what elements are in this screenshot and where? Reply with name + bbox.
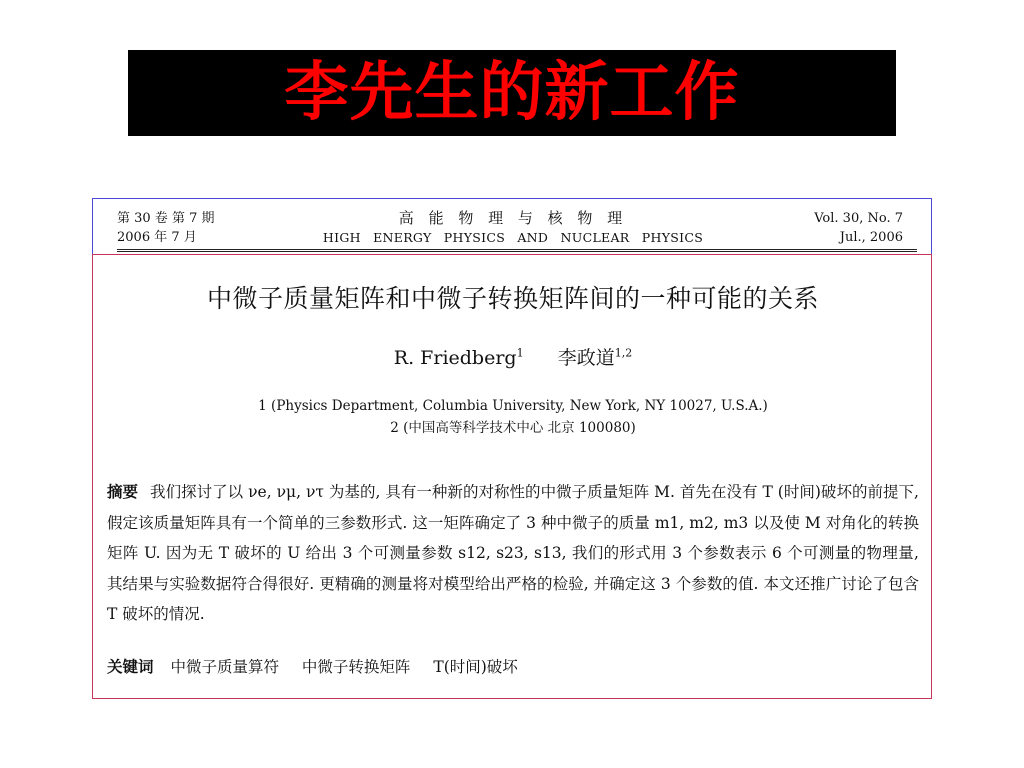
- affiliation-1: 1 (Physics Department, Columbia University, New York, NY 10027, U.S.A.): [258, 398, 768, 414]
- paper-title: 中微子质量矩阵和中微子转换矩阵间的一种可能的关系: [206, 284, 819, 313]
- keyword: 中微子质量算符: [170, 658, 279, 676]
- volume-issue-en: Vol. 30, No. 7: [814, 211, 903, 226]
- date-cn: 2006 年 7 月: [117, 230, 197, 245]
- affiliation-2: 2 (中国高等科学技术中心 北京 100080): [390, 420, 636, 436]
- abstract: [107, 477, 919, 630]
- author-name: 李政道: [557, 347, 615, 369]
- date-en: Jul., 2006: [839, 230, 903, 245]
- slide-title: 李先生的新工作: [284, 56, 740, 130]
- author-line: [93, 343, 933, 370]
- journal-name-en: HIGH ENERGY PHYSICS AND NUCLEAR PHYSICS: [322, 230, 704, 245]
- journal-name: [93, 209, 933, 247]
- author-affil-mark: 1: [516, 346, 524, 360]
- keyword: 中微子转换矩阵: [301, 658, 411, 676]
- author-name: R. Friedberg: [393, 347, 517, 369]
- journal-issue-en: [814, 209, 903, 247]
- abstract-text: 我们探讨了以 νe, νμ, ντ 为基的, 具有一种新的对称性的中微子质量矩阵 M. 首先在没有 T (时间)破坏的前提下, 假定该质量矩阵具有一个简单的三参数形式. 这一矩阵确定了 3 种中微子的质量 m1, m2, m3 以及使 M 对角化的转换矩阵 U. 因为无 T 破坏的 U 给出 3 个可测量参数 s12, s23, s13, 我们的形式用 3 个参数表示 6 个可测量的物理量, 其结果与实验数据符合得很好. 更精确的测量将对模型给出严格的检验, 并确定这 3 个参数的值. 本文还推广讨论了包含 T 破坏的情况.: [107, 483, 919, 623]
- volume-issue-cn: 第 30 卷 第 7 期: [117, 211, 215, 226]
- keywords-label: 关键词: [107, 658, 154, 676]
- header-rule: [117, 249, 917, 252]
- journal-header: [92, 198, 932, 255]
- paper-body: [92, 254, 932, 699]
- keyword: T(时间)破坏: [433, 658, 518, 676]
- author-affil-mark: 1,2: [614, 346, 633, 360]
- keywords: [107, 655, 919, 679]
- abstract-label: 摘要: [107, 483, 139, 501]
- slide-title-banner: [128, 50, 896, 136]
- journal-name-cn: 高 能 物 理 与 核 物 理: [398, 209, 628, 227]
- affiliations: [93, 395, 933, 439]
